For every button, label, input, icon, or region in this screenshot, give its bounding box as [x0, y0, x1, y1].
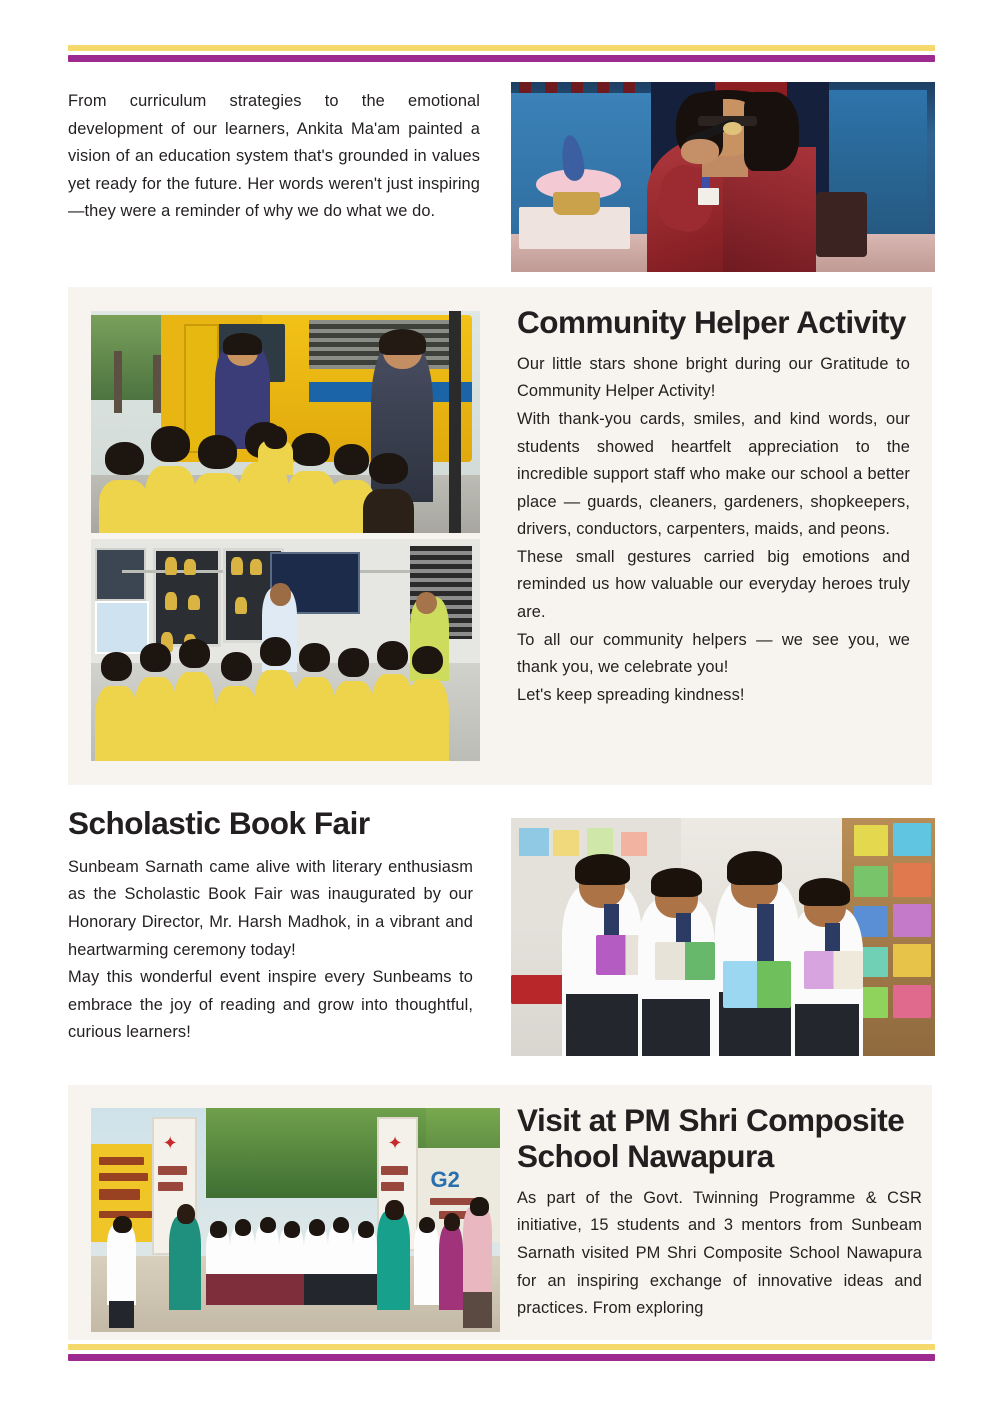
book-fair-para-2: May this wonderful event inspire every Sunbeams to embrace the joy of reading and grow into thoughtful, curious learners! [68, 968, 473, 1042]
pm-shri-body [517, 1185, 922, 1323]
photo-sign-g2: G2 [430, 1166, 460, 1192]
community-helper-para-5: Let's keep spreading kindness! [517, 685, 745, 704]
photo-speaker-on-stage [511, 82, 935, 272]
top-divider [68, 45, 935, 62]
community-helper-para-1: Our little stars shone bright during our Gratitude to Community Helper Activity! [517, 354, 910, 401]
pm-shri-para-1: As part of the Govt. Twinning Programme & CSR initiative, 15 students and 3 mentors from Sunbeam Sarnath visited PM Shri Composite School Nawapura for an inspiring exchange of innovative ideas and practices. From exploring [517, 1188, 922, 1318]
photo-students-at-school-bus [91, 311, 480, 533]
pm-shri-heading: Visit at PM Shri Composite School Nawapura [517, 1102, 905, 1174]
top-divider-purple-line [68, 55, 935, 62]
intro-text: From curriculum strategies to the emotional development of our learners, Ankita Ma'am painted a vision of an education system that's grounded in values yet ready for the future. Her words weren't just inspiring—they were a reminder of why we do what we do. [68, 92, 480, 221]
community-helper-text-block [517, 305, 910, 709]
community-helper-para-2: With thank-you cards, smiles, and kind words, our students showed heartfelt appreciation to the incredible support staff who make our school a better place — guards, cleaners, gardeners, shopkeepers, drivers, conductors, carpenters, maids, and peons. [517, 410, 910, 539]
community-helper-body [517, 351, 910, 709]
pm-shri-text-block [517, 1103, 922, 1323]
book-fair-heading: Scholastic Book Fair [68, 805, 370, 841]
intro-paragraph [68, 88, 480, 226]
community-helper-para-4: To all our community helpers — we see you, we thank you, we celebrate you! [517, 630, 910, 677]
photo-school-gate-group: ✦ ✦ G2 [91, 1108, 500, 1332]
book-fair-text-block [68, 806, 473, 1047]
book-fair-body [68, 854, 473, 1047]
photo-students-in-trophy-room [91, 539, 480, 761]
community-helper-para-3: These small gestures carried big emotions and reminded us how valuable our everyday heroes truly are. [517, 547, 910, 621]
bottom-divider [68, 1344, 935, 1361]
bottom-divider-purple-line [68, 1354, 935, 1361]
community-helper-heading: Community Helper Activity [517, 304, 906, 340]
photo-boys-reading-books [511, 818, 935, 1056]
book-fair-para-1: Sunbeam Sarnath came alive with literary enthusiasm as the Scholastic Book Fair was inaugurated by our Honorary Director, Mr. Harsh Madhok, in a vibrant and heartwarming ceremony today! [68, 857, 473, 959]
